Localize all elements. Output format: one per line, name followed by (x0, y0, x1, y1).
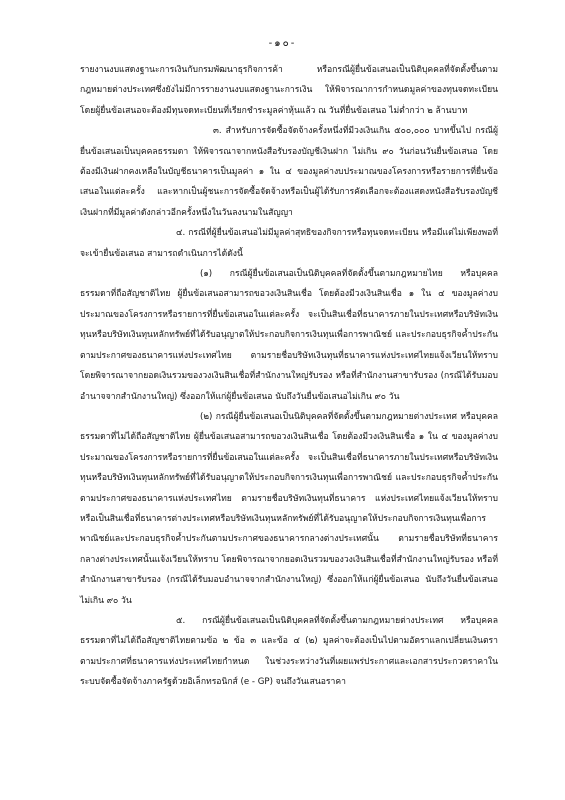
paragraph-item-4-2: (๒) กรณีผู้ยื่นข้อเสนอเป็นนิติบุคคลที่จัดตั้งขึ้นตามกฎหมายต่างประเทศ หรือบุคคลธรรมดาที่ไม่ได้ถือสัญชาติไทย ผู้ยื่นข้อเสนอสามารถขอวงเงินสินเชื่อ โดยต้องมีวงเงินสินเชื่อ ๑ ใน ๔ ของมูลค่างบประมาณของโครงการหรือรายการที่ยื่นข้อเสนอในแต่ละครั้ง จะเป็นสินเชื่อที่ธนาคารภายในประเทศหรือบริษัทเงินทุนหรือบริษัทเงินทุนหลักทรัพย์ที่ได้รับอนุญาตให้ประกอบกิจการเงินทุนเพื่อการพาณิชย์ และประกอบธุรกิจค้ำประกันตามประกาศของธนาคารแห่งประเทศไทย ตามรายชื่อบริษัทเงินทุนที่ธนาคาร แห่งประเทศไทยแจ้งเวียนให้ทราบ หรือเป็นสินเชื่อที่ธนาคารต่างประเทศหรือบริษัทเงินทุนหลักทรัพย์ที่ได้รับอนุญาตให้ประกอบกิจการเงินทุนเพื่อการพาณิชย์และประกอบธุรกิจค้ำประกันตามประกาศของธนาคารกลางต่างประเทศนั้น ตามรายชื่อบริษัทที่ธนาคารกลางต่างประเทศนั้นแจ้งเวียนให้ทราบ โดยพิจารณาจากยอดเงินรวมของวงเงินสินเชื่อที่สำนักงานใหญ่รับรอง หรือที่สำนักงานสาขารับรอง (กรณีได้รับมอบอำนาจจากสำนักงานใหญ่) ซึ่งออกให้แก่ผู้ยื่นข้อเสนอ นับถึงวันยื่นข้อเสนอไม่เกิน ๙๐ วัน (80, 411, 498, 606)
paragraph-financial-statement: รายงานงบแสดงฐานะการเงินกับกรมพัฒนาธุรกิจการค้า หรือกรณีผู้ยื่นข้อเสนอเป็นนิติบุคคลที่จัดตั้งขึ้นตามกฎหมายต่างประเทศซึ่งยังไม่มีการรายงานงบแสดงฐานะการเงิน ให้พิจารณาการกำหนดมูลค่าของทุนจดทะเบียน โดยผู้ยื่นข้อเสนอจะต้องมีทุนจดทะเบียนที่เรียกชำระมูลค่าหุ้นแล้ว ณ วันที่ยื่นข้อเสนอ ไม่ต่ำกว่า ๒ ล้านบาท (80, 65, 498, 116)
paragraph-item-3: ๓. สำหรับการจัดซื้อจัดจ้างครั้งหนึ่งที่มีวงเงินเกิน ๕๐๐,๐๐๐ บาทขึ้นไป กรณีผู้ยื่นข้อเสนอเป็นบุคคลธรรมดา ให้พิจารณาจากหนังสือรับรองบัญชีเงินฝาก ไม่เกิน ๙๐ วันก่อนวันยื่นข้อเสนอ โดยต้องมีเงินฝากคงเหลือในบัญชีธนาคารเป็นมูลค่า ๑ ใน ๔ ของมูลค่างบประมาณของโครงการหรือรายการที่ยื่นข้อเสนอในแต่ละครั้ง และหากเป็นผู้ชนะการจัดซื้อจัดจ้างหรือเป็นผู้ได้รับการคัดเลือกจะต้องแสดงหนังสือรับรองบัญชีเงินฝากที่มีมูลค่าดังกล่าวอีกครั้งหนึ่งในวันลงนามในสัญญา (80, 126, 498, 218)
paragraph-item-4-1: (๑) กรณีผู้ยื่นข้อเสนอเป็นนิติบุคคลที่จัดตั้งขึ้นตามกฎหมายไทย หรือบุคคลธรรมดาที่ถือสัญชาติไทย ผู้ยื่นข้อเสนอสามารถขอวงเงินสินเชื่อ โดยต้องมีวงเงินสินเชื่อ ๑ ใน ๔ ของมูลค่างบประมาณของโครงการหรือรายการที่ยื่นข้อเสนอในแต่ละครั้ง จะเป็นสินเชื่อที่ธนาคารภายในประเทศหรือบริษัทเงินทุนหรือบริษัทเงินทุนหลักทรัพย์ที่ได้รับอนุญาตให้ประกอบกิจการเงินทุนเพื่อการพาณิชย์ และประกอบธุรกิจค้ำประกันตามประกาศของธนาคารแห่งประเทศไทย ตามรายชื่อบริษัทเงินทุนที่ธนาคารแห่งประเทศไทยแจ้งเวียนให้ทราบ โดยพิจารณาจากยอดเงินรวมของวงเงินสินเชื่อที่สำนักงานใหญ่รับรอง หรือที่สำนักงานสาขารับรอง (กรณีได้รับมอบอำนาจจากสำนักงานใหญ่) ซึ่งออกให้แก่ผู้ยื่นข้อเสนอ นับถึงวันยื่นข้อเสนอไม่เกิน ๙๐ วัน (80, 269, 498, 402)
paragraph-item-4: ๔. กรณีที่ผู้ยื่นข้อเสนอไม่มีมูลค่าสุทธิของกิจการหรือทุนจดทะเบียน หรือมีแต่ไม่เพียงพอที่จะเข้ายื่นข้อเสนอ สามารถดำเนินการได้ดังนี้ (80, 228, 498, 259)
paragraph-item-5: ๕. กรณีผู้ยื่นข้อเสนอเป็นนิติบุคคลที่จัดตั้งขึ้นตามกฎหมายต่างประเทศ หรือบุคคลธรรมดาที่ไม่ได้ถือสัญชาติไทยตามข้อ ๒ ข้อ ๓ และข้อ ๔ (๒) มูลค่าจะต้องเป็นไปตามอัตราแลกเปลี่ยนเงินตรา ตามประกาศที่ธนาคารแห่งประเทศไทยกำหนด ในช่วงระหว่างวันที่เผยแพร่ประกาศและเอกสารประกวดราคาในระบบจัดซื้อจัดจ้างภาครัฐด้วยอิเล็กทรอนิกส์ (e - GP) จนถึงวันเสนอราคา (80, 615, 498, 688)
document-body (80, 60, 498, 693)
page-number: -๑๐- (268, 38, 297, 49)
